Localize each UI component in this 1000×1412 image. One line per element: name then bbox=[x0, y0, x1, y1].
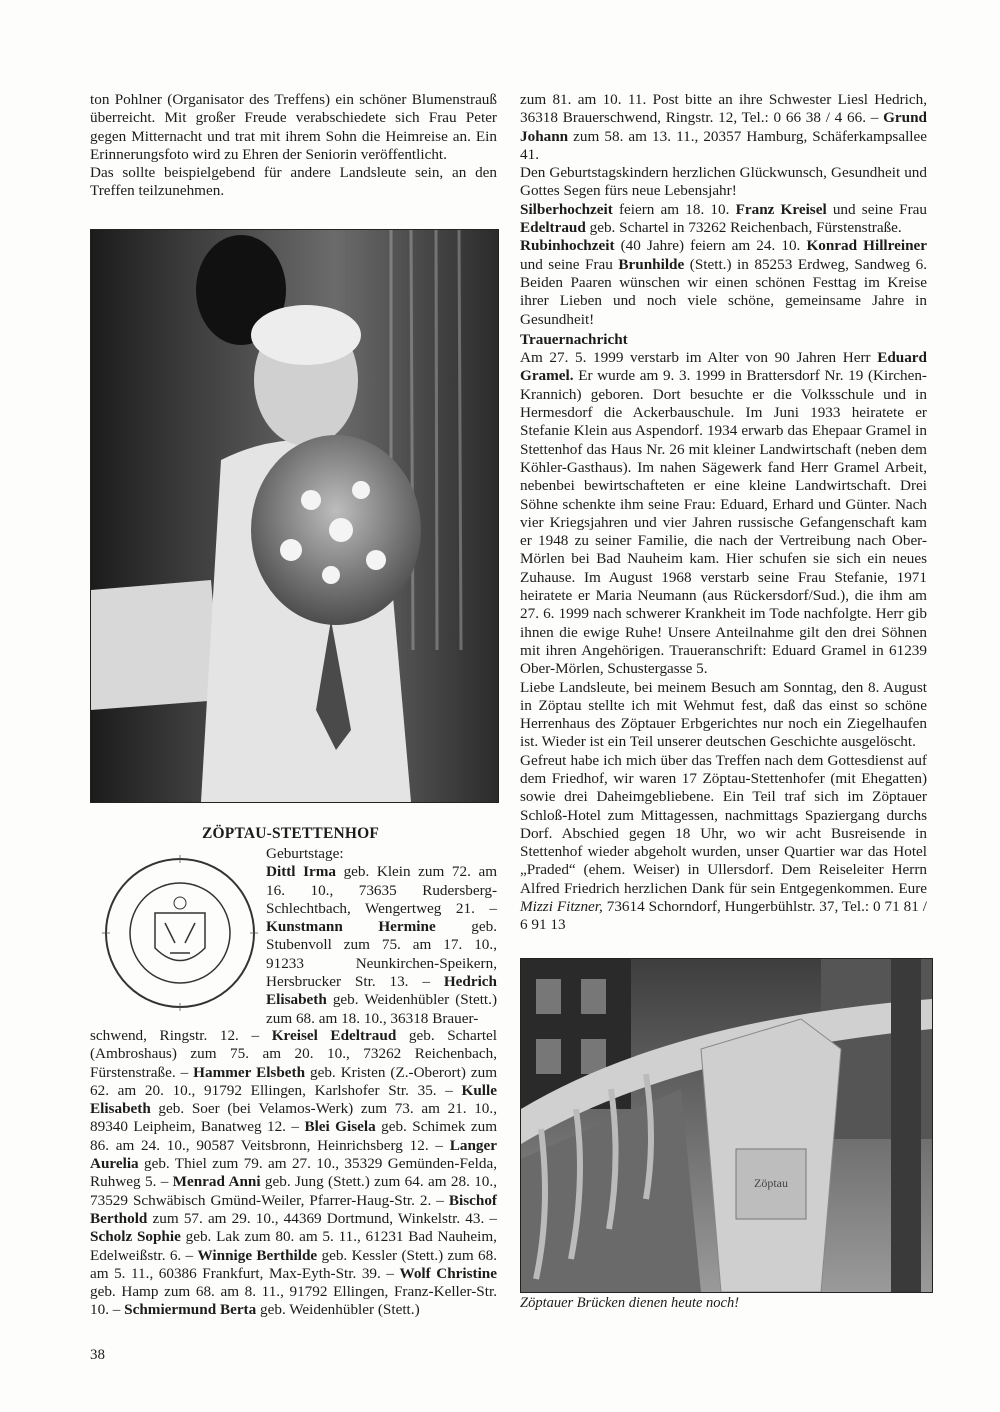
person-details: geb. Kessler (Stett.) zum 68. am 5. 11., 60386 Frankfurt, Max-Eyth-Str. 39. – bbox=[90, 1246, 498, 1282]
paragraph: ton Pohlner (Organisator des Treffens) ein schöner Blumenstrauß überreicht. Mit großer Freude verabschiedete sich Frau Peter gegen Mitternacht und trat mit ihrem Sohn die Heimreise an. Ein Erinnerungsfoto wird zu Ehren der Seniorin veröffentlicht. bbox=[90, 91, 497, 163]
bridge-photo-illustration bbox=[521, 959, 932, 1292]
person-name: Schmiermund Berta bbox=[124, 1301, 257, 1319]
birthdays-subtitle: Geburtstage: bbox=[266, 845, 344, 862]
right-column bbox=[520, 91, 927, 935]
person-details: geb. Lak zum 80. am 5. 11., 61231 Bad Nauheim, Edelweißstr. 6. – bbox=[90, 1228, 497, 1264]
person-details: schwend, Ringstr. 12. – bbox=[90, 1027, 272, 1044]
paragraph: Am 27. 5. 1999 verstarb im Alter von 90 Jahren Herr Eduard Gramel. Er wurde am 9. 3. 1999 in Brattersdorf Nr. 19 (Kirchen-Krannich) geboren. Dort besuchte er die Volksschule und in Hermesdorf die Ackerbauschule. Im Juni 1933 heiratete er Stefanie Klein aus Aspendorf. 1934 erwarb das Ehepaar Gramel in Stettenhof das Haus Nr. 26 mit kleiner Landwirtschaft (neben dem Köhler-Gasthaus). Im nahen Sägewerk fand Herr Gramel Arbeit, nebenbei bewirtschafteten er eine kleine Landwirtschaft. Drei Söhne schenkte ihm seine Frau: Eduard, Erhard und Günter. Nach vier Kriegsjahren und vier Jahren russische Gefangenschaft kam er 1948 zu seiner Familie, die nach der Vertreibung nach Ober-Mörlen bei Bad Nauheim kam. Hier schufen sie sich ein neues Zuhause. Im August 1968 verstarb seine Frau Stefanie, 1971 heiratete er Maria Neumann (aus Rückersdorf/Sud.), die ihm am 27. 6. 1999 nach schwerer Krankheit im Tode nachfolgte. Herr gib ihnen die ewige Ruhe! Unsere Anteilnahme gilt den drei Söhnen mit ihren Angehörigen. Traueranschrift: Eduard Gramel in 61239 Ober-Mörlen, Schustergasse 5. bbox=[520, 349, 927, 678]
person-name: Scholz Sophie bbox=[90, 1228, 181, 1246]
person-details: geb. Stubenvoll zum 75. am 17. 10., 91233 Neunkirchen-Speikern, Hersbrucker Str. 13. – bbox=[266, 918, 497, 991]
person-name: Blei Gisela bbox=[304, 1118, 376, 1136]
person-name: Bischof Berthold bbox=[90, 1191, 497, 1227]
person-details: geb. Hamp zum 68. am 8. 11., 91792 Ellingen, Franz-Keller-Str. 10. – bbox=[90, 1283, 497, 1319]
person-name: Winnige Berthilde bbox=[197, 1246, 318, 1264]
person-name: Kulle Elisabeth bbox=[90, 1081, 497, 1118]
paragraph: zum 81. am 10. 11. Post bitte an ihre Schwester Liesl Hedrich, 36318 Brauerschwend, Ringstr. 12, Tel.: 0 66 38 / 4 66. – Grund Johann zum 58. am 13. 11., 20357 Hamburg, Schäferkampsallee 41. bbox=[520, 91, 927, 163]
paragraph: Rubinhochzeit (40 Jahre) feiern am 24. 10. Konrad Hillreiner und seine Frau Brunhilde (Stett.) in 85253 Erdweg, Sandweg 6. Beiden Paaren wünschen wir einen schönen Festtag im Kreise ihrer Lieben und noch viele schöne, gemeinsame Jahre in Gesundheit! bbox=[520, 237, 928, 328]
page-number: 38 bbox=[90, 1347, 105, 1363]
person-details: geb. Jung (Stett.) zum 64. am 28. 10., 73529 Schwäbisch Gmünd-Weiler, Pfarrer-Haug-Str. 2. – bbox=[90, 1173, 497, 1209]
paragraph: Liebe Landsleute, bei meinem Besuch am Sonntag, den 8. August in Zöptau stellte ich mit Wehmut fest, daß das einst so schöne Herrenhaus des Zöptauer Erbgerichtes nur noch ein Ziegelhaufen ist. Wieder ist ein Teil unserer deutschen Geschichte ausgelöscht. bbox=[520, 678, 927, 751]
person-name: Menrad Anni bbox=[172, 1173, 261, 1191]
person-details: geb. Schartel (Ambroshaus) zum 75. am 20. 10., 73262 Reichenbach, Fürstenstraße. – bbox=[90, 1027, 497, 1081]
paragraph: Das sollte beispielgebend für andere Landsleute sein, an den Treffen teilzunehmen. bbox=[90, 164, 497, 200]
birthdays-text-wide bbox=[90, 1027, 497, 1320]
person-details: geb. Klein zum 72. am 16. 10., 73635 Rudersberg-Schlechtbach, Wengertweg 21. – bbox=[266, 863, 498, 917]
person-details: geb. Kristen (Z.-Oberort) zum 62. am 20. 10., 91792 Ellingen, Karlshofer Str. 35. – bbox=[90, 1063, 498, 1099]
bridge-plate-text: Zöptau bbox=[754, 1176, 788, 1190]
paragraph: Gefreut habe ich mich über das Treffen nach dem Gottesdienst auf dem Friedhof, wir waren 17 Zöptau-Stettenhofer (mit Ehegatten) sowie drei Daheimgebliebene. Ein Teil traf sich im Zöptauer Schloß-Hotel zum Mittagessen, nachmittags Spaziergang durchs Dorf. Abschied gegen 18 Uhr, wo wir acht Busreisende in Stettenhof wieder abgeholt wurden, unser Quartier war das Hotel „Praded“ (ehem. Weiser) in Ullersdorf. Dem Reiseleiter Herrn Alfred Friedrich herzlichen Dank für sein Entgegenkommen. Eure Mizzi Fitzner, 73614 Schorndorf, Hungerbühlstr. 37, Tel.: 0 71 81 / 6 91 13 bbox=[520, 751, 927, 934]
person-details: geb. Schimek zum 86. am 24. 10., 90587 Veitsbronn, Heinrichsberg 12. – bbox=[90, 1118, 498, 1154]
paragraph: Silberhochzeit feiern am 18. 10. Franz Kreisel und seine Frau Edeltraud geb. Schartel in 73262 Reichenbach, Fürstenstraße. bbox=[520, 200, 927, 237]
person-name: Dittl Irma bbox=[266, 863, 336, 881]
photo-woman-with-flowers bbox=[90, 229, 499, 803]
person-name: Langer Aurelia bbox=[90, 1136, 497, 1173]
person-name: Kunstmann Hermine bbox=[266, 918, 436, 936]
person-name: Hedrich Elisabeth bbox=[266, 973, 497, 1009]
person-details: zum 57. am 29. 10., 44369 Dortmund, Winkelstr. 43. – bbox=[147, 1209, 497, 1227]
seal-icon bbox=[100, 853, 260, 1013]
photo-bridge bbox=[520, 958, 933, 1293]
person-name: Kreisel Edeltraud bbox=[271, 1027, 397, 1044]
municipality-seal bbox=[100, 853, 260, 1013]
person-name: Wolf Christine bbox=[399, 1264, 497, 1282]
person-details: geb. Weidenhübler (Stett.) zum 68. am 18. 10., 36318 Brauer- bbox=[266, 991, 497, 1027]
person-name: Hammer Elsbeth bbox=[193, 1063, 306, 1081]
person-details: geb. Thiel zum 79. am 27. 10., 35329 Gemünden-Felda, Ruhweg 5. – bbox=[90, 1155, 497, 1191]
bridge-caption: Zöptauer Brücken dienen heute noch! bbox=[520, 1295, 740, 1311]
woman-photo-illustration bbox=[91, 230, 498, 802]
person-details: geb. Weidenhübler (Stett.) bbox=[256, 1301, 420, 1319]
person-details: geb. Soer (bei Velamos-Werk) zum 73. am 21. 10., 89340 Leipheim, Banatweg 12. – bbox=[90, 1100, 497, 1136]
obituary-title: Trauernachricht bbox=[520, 330, 628, 348]
paragraph: Den Geburtstagskindern herzlichen Glückwunsch, Gesundheit und Gottes Segen fürs neue Lebensjahr! bbox=[520, 164, 927, 200]
section-title: ZÖPTAU-STETTENHOF bbox=[202, 825, 380, 842]
birthdays-text-narrow bbox=[266, 845, 497, 1028]
left-column bbox=[90, 91, 497, 201]
